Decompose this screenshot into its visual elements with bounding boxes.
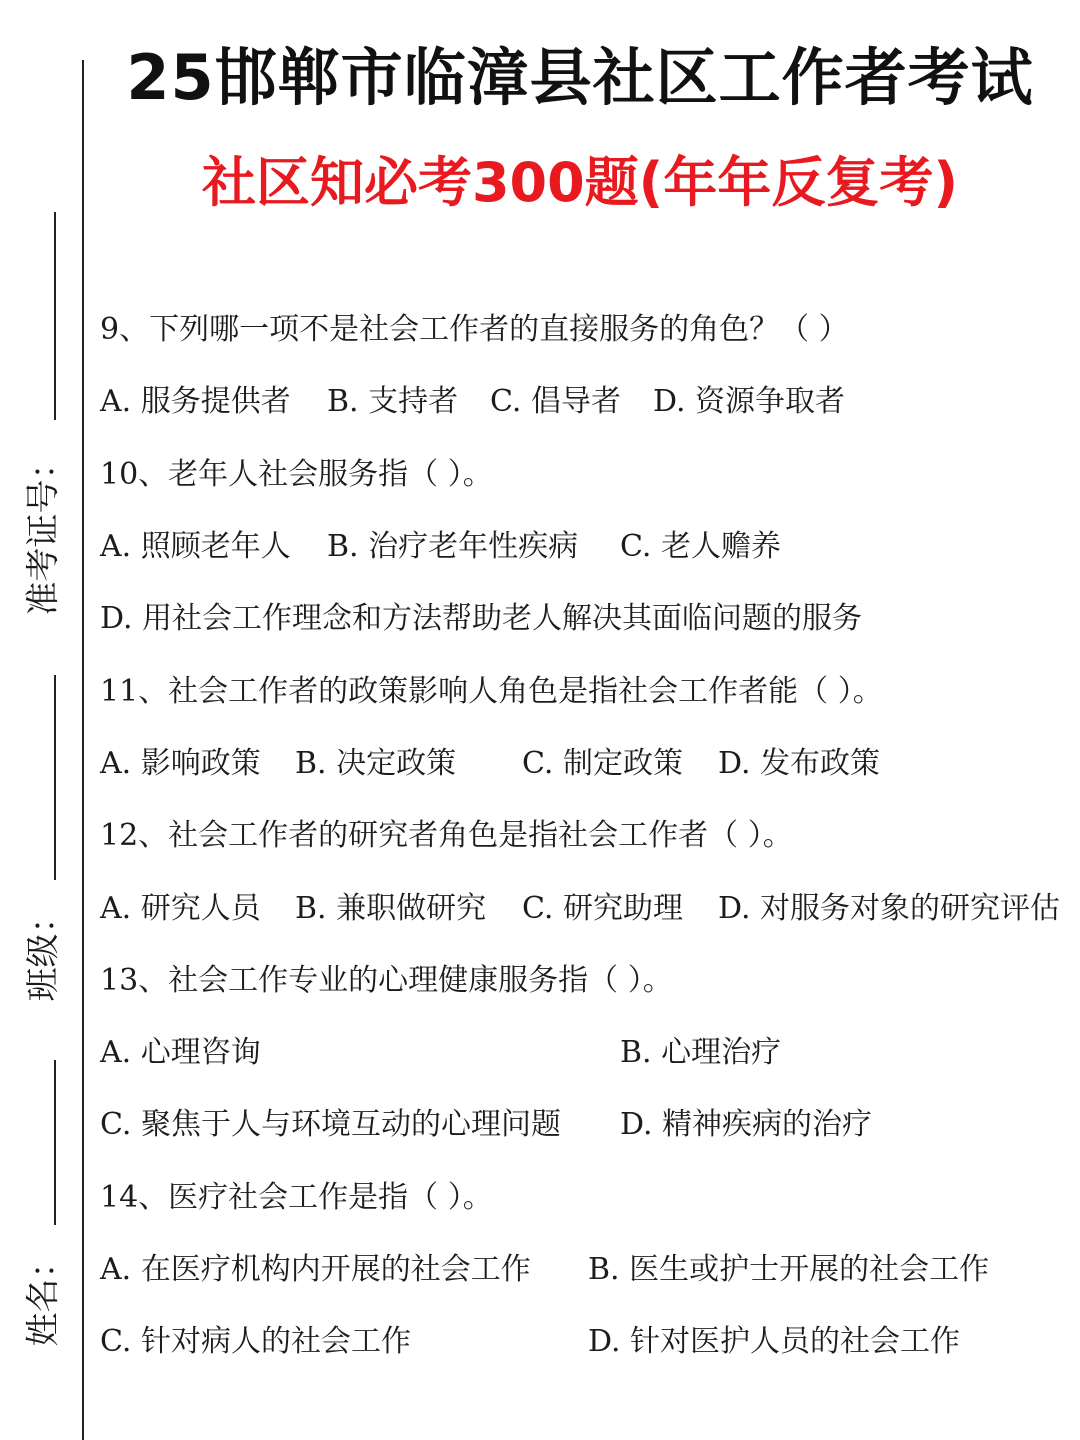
question-stem: 12、社会工作者的研究者角色是指社会工作者（ ）。	[100, 818, 793, 854]
option-a: A. 心理咨询	[100, 1035, 261, 1071]
question-stem: 14、医疗社会工作是指（ ）。	[100, 1179, 493, 1215]
page-subtitle: 社区知必考300题(年年反复考)	[201, 151, 959, 214]
option-row	[100, 1013, 1075, 1085]
option-d: D. 精神疾病的治疗	[620, 1107, 873, 1143]
option-d: D. 对服务对象的研究评估	[718, 890, 1061, 926]
option-c: C. 倡导者	[490, 384, 621, 420]
option-a: A. 在医疗机构内开展的社会工作	[100, 1252, 531, 1287]
option-c: C. 聚焦于人与环境互动的心理问题	[100, 1107, 561, 1143]
option-a: A. 研究人员	[100, 890, 261, 926]
question-list	[100, 290, 1075, 1374]
question-stem: 13、社会工作专业的心理健康服务指（ ）。	[100, 962, 673, 998]
question-stem: 10、老年人社会服务指（ ）。	[100, 456, 493, 492]
option-row	[100, 362, 1075, 434]
option-a: A. 照顾老年人	[100, 529, 291, 565]
class-fill-line	[54, 675, 56, 880]
option-d: D. 发布政策	[718, 745, 881, 781]
option-row	[100, 724, 1075, 796]
option-row	[100, 1230, 1075, 1302]
option-a: A. 服务提供者	[100, 384, 291, 420]
option-row	[100, 1085, 1075, 1157]
exam-id-label: 准考证号：	[23, 445, 64, 615]
option-d: D. 资源争取者	[653, 384, 846, 420]
option-row	[100, 868, 1075, 940]
class-label: 班级：	[23, 899, 64, 1001]
option-d: D. 用社会工作理念和方法帮助老人解决其面临问题的服务	[100, 601, 863, 637]
option-b: B. 支持者	[327, 384, 459, 420]
option-row	[100, 579, 1075, 651]
margin-vertical-line	[82, 60, 84, 1440]
option-c: C. 老人赡养	[620, 529, 781, 565]
option-b: B. 兼职做研究	[295, 890, 487, 926]
option-d: D. 针对医护人员的社会工作	[588, 1324, 961, 1360]
question-stem: 11、社会工作者的政策影响人角色是指社会工作者能（ ）。	[100, 673, 883, 709]
option-row	[100, 507, 1075, 579]
name-label: 姓名：	[23, 1244, 64, 1346]
option-b: B. 心理治疗	[620, 1035, 782, 1071]
option-c: C. 针对病人的社会工作	[100, 1324, 411, 1360]
name-fill-line	[54, 1060, 56, 1225]
binding-margin	[0, 0, 90, 1440]
option-row	[100, 1302, 1075, 1374]
page-title: 25邯郸市临漳县社区工作者考试	[126, 41, 1034, 114]
option-c: C. 制定政策	[522, 745, 683, 781]
option-b: B. 决定政策	[295, 745, 457, 781]
option-c: C. 研究助理	[522, 890, 683, 926]
option-b: B. 医生或护士开展的社会工作	[588, 1252, 990, 1287]
option-a: A. 影响政策	[100, 745, 261, 781]
option-b: B. 治疗老年性疾病	[327, 529, 579, 565]
question-stem: 9、下列哪一项不是社会工作者的直接服务的角色？（ ）	[100, 312, 849, 348]
exam-id-fill-line	[54, 212, 56, 420]
